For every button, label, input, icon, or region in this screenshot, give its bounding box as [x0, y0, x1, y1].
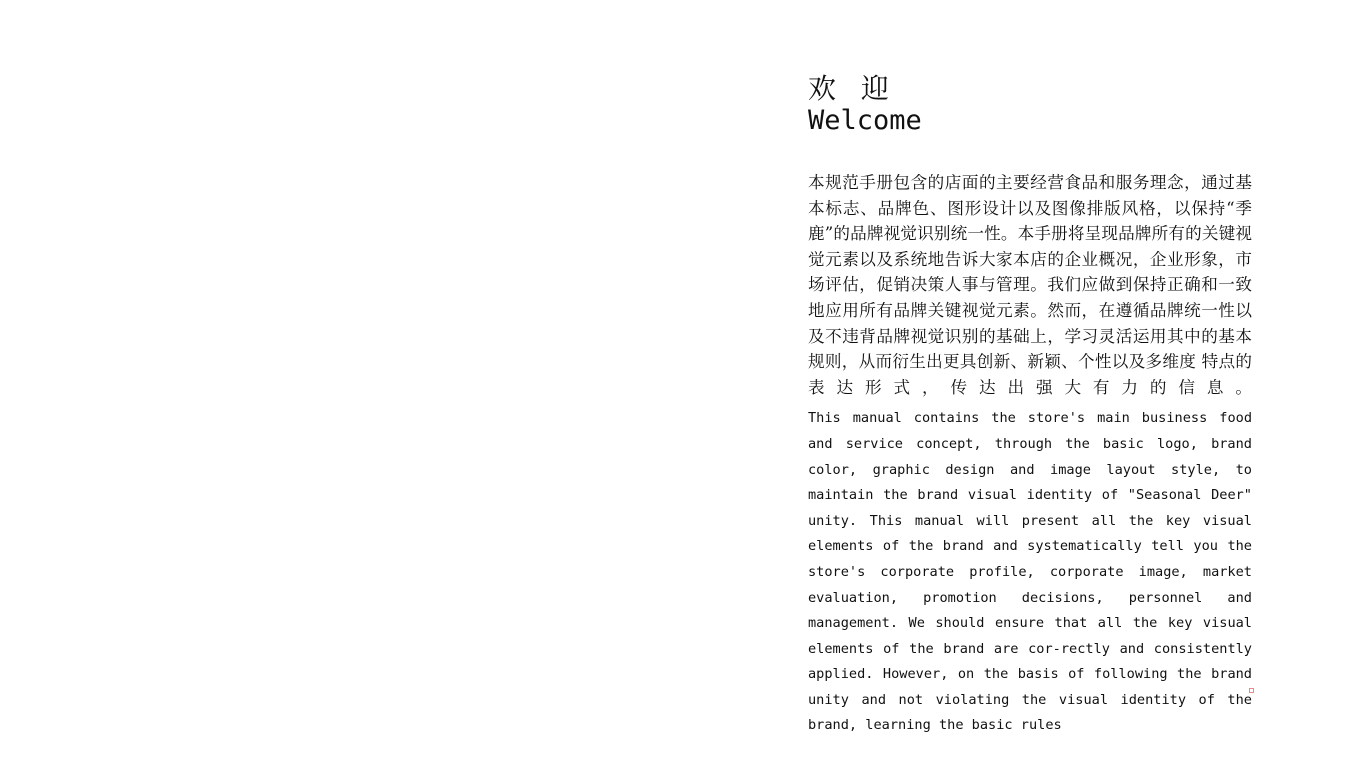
- chinese-paragraph: 本规范手册包含的店面的主要经营食品和服务理念，通过基本标志、品牌色、图形设计以及图像排版风格，以保持“季鹿”的品牌视觉识别统一性。本手册将呈现品牌所有的关键视觉元素以及系统地告诉大家本店的企业概况，企业形象，市场评估，促销决策人事与管理。我们应做到保持正确和一致地应用所有品牌关键视觉元素。然而，在遵循品牌统一性以及不违背品牌视觉识别的基础上，学习灵活运用其中的基本规则，从而衍生出更具创新、新颖、个性以及多维度 特点的表达形式，传达出强大有力的信息。: [808, 173, 1252, 397]
- english-paragraph[interactable]: This manual contains the store's main business food and service concept, through the basic logo, brand color, graphic design and image layout style, to maintain the brand visual identity of "Seasonal Deer" unity. This manual will present all the key visual elements of the brand and systematically tell you the store's corporate profile, corporate image, market evaluation, promotion decisions, personnel and management. We should ensure that all the key visual elements of the brand are cor-rectly and consistently applied. However, on the basis of following the brand unity and not violating the visual identity of the brand, learning the basic rules: [808, 410, 1252, 734]
- text-overflow-marker-icon[interactable]: [1249, 688, 1254, 693]
- welcome-title-chinese: 欢 迎: [808, 72, 897, 105]
- welcome-title-english: Welcome: [808, 105, 922, 136]
- welcome-section: [808, 72, 1252, 734]
